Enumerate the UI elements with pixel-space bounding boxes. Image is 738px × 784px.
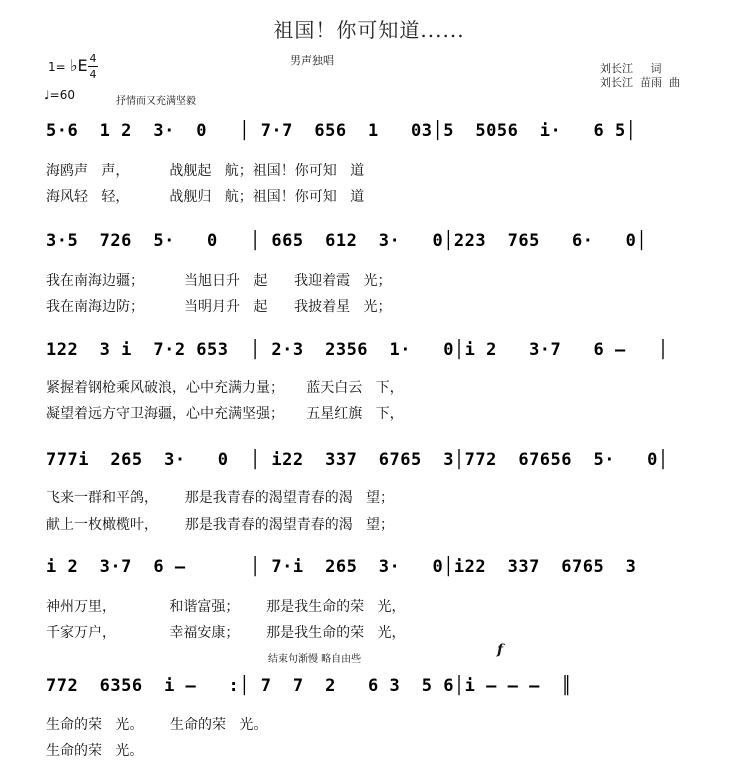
performance-subtitle: 男声独唱 xyxy=(290,54,334,67)
lyrics-verse-1: 紧握着钢枪乘风破浪，心中充满力量； 蓝天白云 下， xyxy=(46,380,404,396)
composer-credit: 刘长江 苗雨 曲 xyxy=(600,76,680,89)
lyrics-verse-1: 我在南海边疆； 当旭日升 起 我迎着霞 光； xyxy=(46,273,392,289)
lyrics-verse-2: 千家万户， 幸福安康； 那是我生命的荣 光， xyxy=(46,625,406,641)
flat-glyph: ♭ xyxy=(70,56,78,75)
notes-line: 122 3 i 7·2 653 │ 2·3 2356 1· 0│i 2 3·7 6 — │ xyxy=(46,340,669,360)
expression-marking: 抒情而又充满坚毅 xyxy=(116,96,196,107)
lyrics-verse-2: 凝望着远方守卫海疆，心中充满坚强； 五星红旗 下， xyxy=(46,406,404,422)
tempo-marking: ♩=60 xyxy=(44,88,75,102)
lyrics-verse-1: 生命的荣 光。 生命的荣 光。 xyxy=(46,717,268,733)
lyrics-verse-1: 神州万里， 和谐富强； 那是我生命的荣 光， xyxy=(46,599,406,615)
lyrics-verse-2: 海风轻 轻， 战舰归 航；祖国！你可知 道 xyxy=(46,189,365,205)
song-title: 祖国！你可知道...... xyxy=(273,18,465,42)
notes-line: i 2 3·7 6 — │ 7·i 265 3· 0│i22 337 6765 3 xyxy=(46,557,637,577)
lyrics-verse-1: 飞来一群和平鸽， 那是我青春的渴望青春的渴 望； xyxy=(46,490,395,506)
notes-line: 5·6 1 2 3· 0 │ 7·7 656 1 03│5 5056 i· 6 5│ xyxy=(46,121,637,141)
notes-line: 3·5 726 5· 0 │ 665 612 3· 0│223 765 6· 0│ xyxy=(46,231,648,251)
lyrics-verse-2: 我在南海边防； 当明月升 起 我披着星 光； xyxy=(46,299,392,315)
time-signature xyxy=(88,52,98,81)
time-bottom: 4 xyxy=(89,68,97,81)
lyrics-verse-2: 生命的荣 光。 xyxy=(46,743,144,759)
flat-symbol xyxy=(70,56,88,75)
lyrics-verse-2: 献上一枚橄榄叶， 那是我青春的渴望青春的渴 望； xyxy=(46,517,395,533)
key-note: E xyxy=(77,56,88,75)
notes-line: 777i 265 3· 0 │ i22 337 6765 3│772 67656 5· 0│ xyxy=(46,450,669,470)
time-top: 4 xyxy=(89,52,97,65)
ending-instruction: 结束句渐慢 略自由些 xyxy=(268,654,362,665)
notes-line: 772 6356 i — :│ 7 7 2 6 3 5 6│i — — — ║ xyxy=(46,676,573,696)
lyrics-verse-1: 海鸥声 声， 战舰起 航；祖国！你可知 道 xyxy=(46,163,365,179)
key-label: 1= xyxy=(48,60,66,74)
lyricist-credit: 刘长江 词 xyxy=(600,62,662,75)
key-signature xyxy=(48,60,66,74)
dynamic-marking: f xyxy=(497,642,504,658)
